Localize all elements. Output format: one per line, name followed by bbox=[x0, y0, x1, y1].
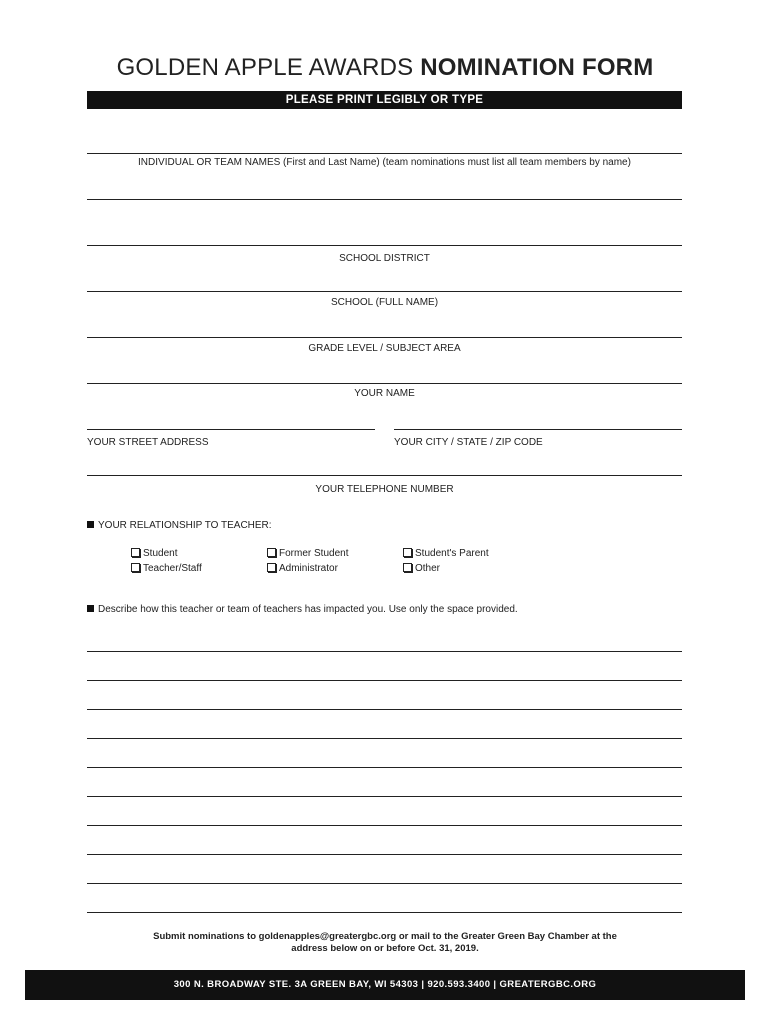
street-line[interactable] bbox=[87, 429, 375, 430]
footer-bar: 300 N. BROADWAY STE. 3A GREEN BAY, WI 54303 | 920.593.3400 | GREATERGBC.ORG bbox=[25, 970, 745, 1000]
describe-line[interactable] bbox=[87, 854, 682, 855]
checkbox-icon[interactable] bbox=[403, 563, 412, 572]
checkbox-icon[interactable] bbox=[131, 548, 140, 557]
grade-label: GRADE LEVEL / SUBJECT AREA bbox=[308, 343, 461, 354]
describe-line[interactable] bbox=[87, 825, 682, 826]
describe-line[interactable] bbox=[87, 796, 682, 797]
option-former-student[interactable]: Former Student bbox=[267, 548, 348, 559]
describe-line[interactable] bbox=[87, 883, 682, 884]
bullet-square-icon bbox=[87, 521, 94, 528]
describe-line[interactable] bbox=[87, 651, 682, 652]
phone-line[interactable] bbox=[87, 475, 682, 476]
describe-line[interactable] bbox=[87, 709, 682, 710]
title-light: GOLDEN APPLE AWARDS bbox=[116, 54, 414, 81]
school-line[interactable] bbox=[87, 291, 682, 292]
your-name-label: YOUR NAME bbox=[354, 388, 415, 399]
checkbox-icon[interactable] bbox=[267, 548, 276, 557]
submit-line-2: address below on or before Oct. 31, 2019. bbox=[291, 943, 479, 954]
instruction-banner: PLEASE PRINT LEGIBLY OR TYPE bbox=[87, 91, 682, 109]
names-label: INDIVIDUAL OR TEAM NAMES (First and Last Name) (team nominations must list all team members by name) bbox=[138, 157, 631, 168]
option-students-parent[interactable]: Student's Parent bbox=[403, 548, 489, 559]
describe-line[interactable] bbox=[87, 912, 682, 913]
names-line[interactable] bbox=[87, 153, 682, 154]
option-student[interactable]: Student bbox=[131, 548, 177, 559]
checkbox-icon[interactable] bbox=[131, 563, 140, 572]
describe-line[interactable] bbox=[87, 767, 682, 768]
option-other[interactable]: Other bbox=[403, 563, 440, 574]
form-title bbox=[0, 54, 770, 82]
school-label: SCHOOL (FULL NAME) bbox=[330, 297, 439, 308]
option-teacher-staff[interactable]: Teacher/Staff bbox=[131, 563, 202, 574]
city-line[interactable] bbox=[394, 429, 682, 430]
describe-line[interactable] bbox=[87, 680, 682, 681]
grade-line[interactable] bbox=[87, 337, 682, 338]
district-label: SCHOOL DISTRICT bbox=[339, 253, 430, 264]
relationship-heading: YOUR RELATIONSHIP TO TEACHER: bbox=[87, 520, 272, 531]
names-line-2[interactable] bbox=[87, 199, 682, 200]
describe-heading: Describe how this teacher or team of teachers has impacted you. Use only the space provided. bbox=[87, 604, 518, 615]
your-name-line[interactable] bbox=[87, 383, 682, 384]
submit-line-1: Submit nominations to goldenapples@greatergbc.org or mail to the Greater Green Bay Chamber at the bbox=[153, 931, 617, 942]
option-administrator[interactable]: Administrator bbox=[267, 563, 338, 574]
phone-label: YOUR TELEPHONE NUMBER bbox=[315, 484, 454, 495]
checkbox-icon[interactable] bbox=[267, 563, 276, 572]
city-label: YOUR CITY / STATE / ZIP CODE bbox=[394, 437, 543, 448]
submit-instructions bbox=[100, 931, 670, 955]
title-bold: NOMINATION FORM bbox=[420, 54, 654, 81]
describe-line[interactable] bbox=[87, 738, 682, 739]
bullet-square-icon bbox=[87, 605, 94, 612]
street-label: YOUR STREET ADDRESS bbox=[87, 437, 209, 448]
district-line[interactable] bbox=[87, 245, 682, 246]
checkbox-icon[interactable] bbox=[403, 548, 412, 557]
